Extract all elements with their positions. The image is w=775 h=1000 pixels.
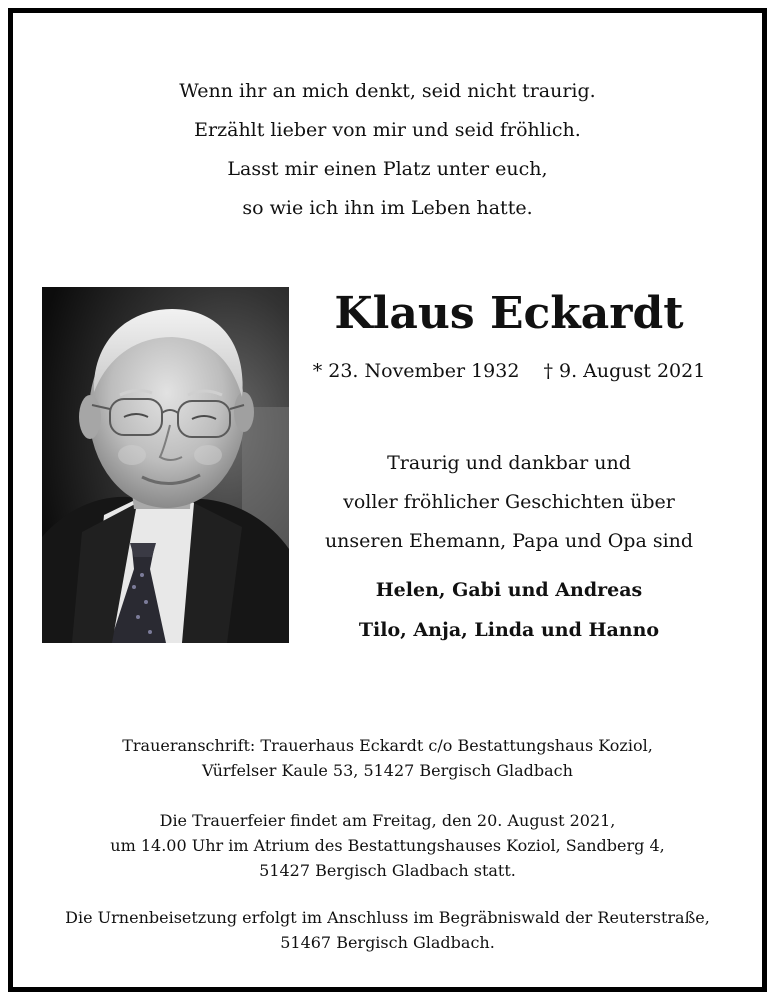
deceased-name: Klaus Eckardt bbox=[334, 288, 684, 339]
poem-line: so wie ich ihn im Leben hatte. bbox=[242, 197, 533, 219]
urn-line: Die Urnenbeisetzung erfolgt im Anschluss im Begräbniswald der Reuterstraße, bbox=[65, 908, 710, 927]
family-line: Helen, Gabi und Andreas bbox=[375, 579, 643, 601]
life-dates bbox=[300, 356, 718, 386]
portrait-photo bbox=[42, 287, 289, 643]
funeral-service-info bbox=[0, 808, 775, 883]
service-line: Die Trauerfeier findet am Freitag, den 20. August 2021, bbox=[159, 811, 616, 830]
mourning-line: voller fröhlicher Geschichten über bbox=[343, 491, 675, 513]
service-line: 51427 Bergisch Gladbach statt. bbox=[259, 861, 516, 880]
birth-date: * 23. November 1932 bbox=[312, 360, 520, 382]
mourning-line: Traurig und dankbar und bbox=[387, 452, 631, 474]
urn-line: 51467 Bergisch Gladbach. bbox=[280, 933, 495, 952]
mourning-text bbox=[300, 444, 718, 561]
service-line: um 14.00 Uhr im Atrium des Bestattungshauses Koziol, Sandberg 4, bbox=[110, 836, 665, 855]
poem-line: Erzählt lieber von mir und seid fröhlich. bbox=[194, 119, 581, 141]
address-line: Traueranschrift: Trauerhaus Eckardt c/o Bestattungshaus Koziol, bbox=[122, 736, 653, 755]
address-line: Vürfelser Kaule 53, 51427 Bergisch Gladbach bbox=[202, 761, 573, 780]
mourning-line: unseren Ehemann, Papa und Opa sind bbox=[324, 530, 694, 552]
family-names bbox=[300, 570, 718, 650]
mourning-address bbox=[0, 733, 775, 783]
poem-line: Lasst mir einen Platz unter euch, bbox=[227, 158, 548, 180]
family-line: Tilo, Anja, Linda und Hanno bbox=[358, 619, 660, 641]
urn-burial-info bbox=[0, 905, 775, 955]
poem-line: Wenn ihr an mich denkt, seid nicht traurig. bbox=[179, 80, 596, 102]
death-date: † 9. August 2021 bbox=[543, 360, 706, 382]
poem bbox=[0, 72, 775, 228]
